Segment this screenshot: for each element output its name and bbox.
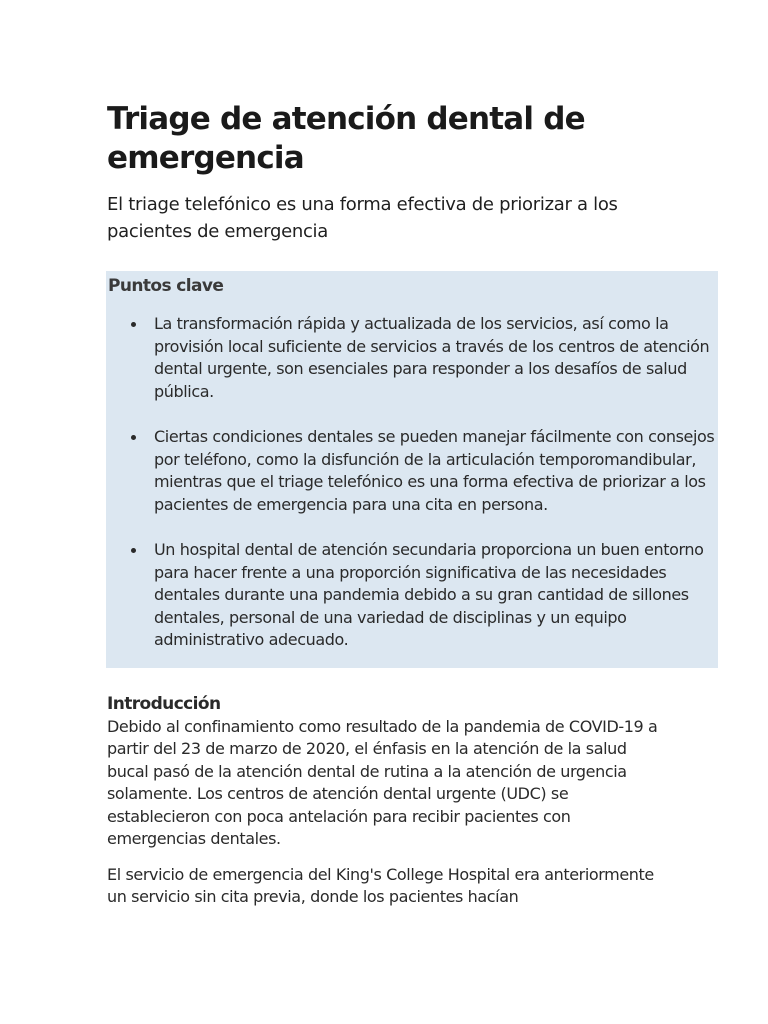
bullet-icon bbox=[131, 322, 136, 327]
bullet-icon bbox=[131, 548, 136, 553]
page-subtitle: El triage telefónico es una forma efectiva de priorizar a los pacientes de emergencia bbox=[107, 194, 618, 242]
key-point-text: La transformación rápida y actualizada de los servicios, así como la provisión local suficiente de servicios a través de los centros de atención dental urgente, son esenciales para responder a los desafíos de salud pública. bbox=[154, 314, 710, 401]
key-point-item bbox=[108, 426, 718, 516]
bullet-icon bbox=[131, 435, 136, 440]
key-points-box bbox=[106, 271, 718, 668]
introduction-heading: Introducción bbox=[107, 693, 221, 714]
document-page bbox=[107, 100, 719, 909]
key-points-heading: Puntos clave bbox=[108, 276, 224, 296]
introduction-paragraph: Debido al confinamiento como resultado de la pandemia de COVID-19 a partir del 23 de marzo de 2020, el énfasis en la atención de la salud bucal pasó de la atención dental de rutina a la atención de urgencia solamente. Los centros de atención dental urgente (UDC) se establecieron con poca antelación para recibir pacientes con emergencias dentales. bbox=[107, 716, 658, 848]
introduction-paragraph: El servicio de emergencia del King's College Hospital era anteriormente un servicio sin cita previa, donde los pacientes hacían bbox=[107, 864, 654, 906]
key-point-item bbox=[108, 539, 718, 652]
key-point-text: Un hospital dental de atención secundaria proporciona un buen entorno para hacer frente a una proporción significativa de las necesidades dentales durante una pandemia debido a su gran cantidad de sillones dentales, personal de una variedad de disciplinas y un equipo administrativo adecuado. bbox=[154, 540, 704, 649]
key-point-text: Ciertas condiciones dentales se pueden manejar fácilmente con consejos por teléfono, como la disfunción de la articulación temporomandibular, mientras que el triage telefónico es una forma efectiva de priorizar a los pacientes de emergencia para una cita en persona. bbox=[154, 427, 715, 514]
key-point-item bbox=[108, 313, 718, 403]
page-title: Triage de atención dental de emergencia bbox=[107, 101, 585, 176]
key-points-list bbox=[108, 313, 718, 652]
